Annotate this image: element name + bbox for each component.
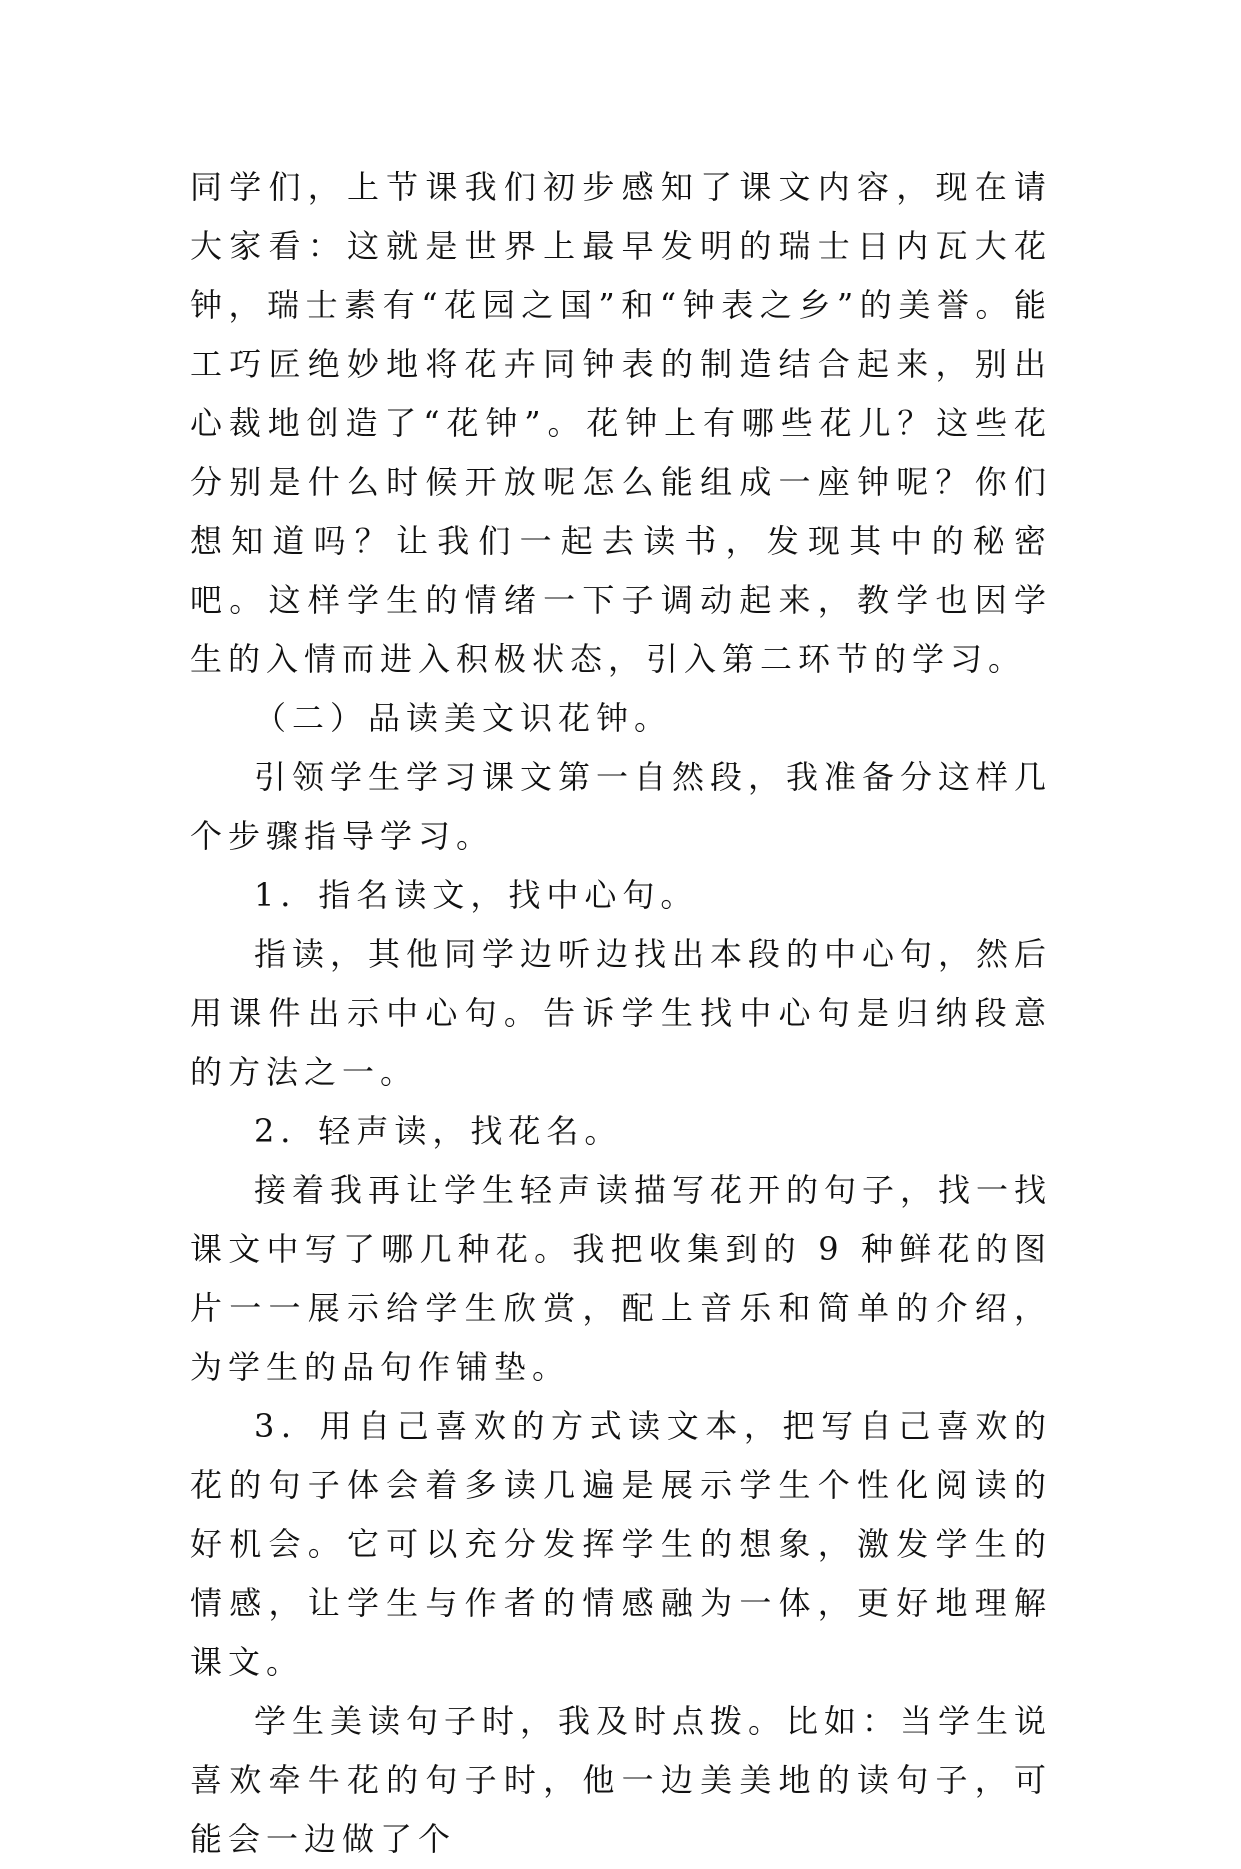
document-body [190,158,1052,1869]
step-heading-1: 1．指名读文，找中心句。 [254,876,699,914]
step-3-paragraph: 3．用自己喜欢的方式读文本，把写自己喜欢的花的句子体会着多读几遍是展示学生个性化阅读的好机会。它可以充分发挥学生的想象，激发学生的情感，让学生与作者的情感融为一体，更好地理解课文。 [190,1407,1052,1681]
step-heading-2: 2．轻声读，找花名。 [254,1112,623,1150]
paragraph: 引领学生学习课文第一自然段，我准备分这样几个步骤指导学习。 [190,758,1053,855]
paragraph-intro: 同学们，上节课我们初步感知了课文内容，现在请大家看：这就是世界上最早发明的瑞士日内瓦大花钟，瑞士素有“花园之国”和“钟表之乡”的美誉。能工巧匠绝妙地将花卉同钟表的制造结合起来，别出心裁地创造了“花钟”。花钟上有哪些花儿？这些花分别是什么时候开放呢怎么能组成一座钟呢？你们想知道吗？让我们一起去读书，发现其中的秘密吧。这样学生的情绪一下子调动起来，教学也因学生的入情而进入积极状态，引入第二环节的学习。 [190,168,1052,678]
paragraph: 学生美读句子时，我及时点拨。比如：当学生说喜欢牵牛花的句子时，他一边美美地的读句子，可能会一边做了个 [190,1702,1053,1858]
paragraph: 指读，其他同学边听边找出本段的中心句，然后用课件出示中心句。告诉学生找中心句是归纳段意的方法之一。 [190,935,1053,1091]
paragraph: 接着我再让学生轻声读描写花开的句子，找一找课文中写了哪几种花。我把收集到的 9 种鲜花的图片一一展示给学生欣赏，配上音乐和简单的介绍，为学生的品句作铺垫。 [190,1171,1053,1386]
section-heading: （二）品读美文识花钟。 [254,699,673,737]
